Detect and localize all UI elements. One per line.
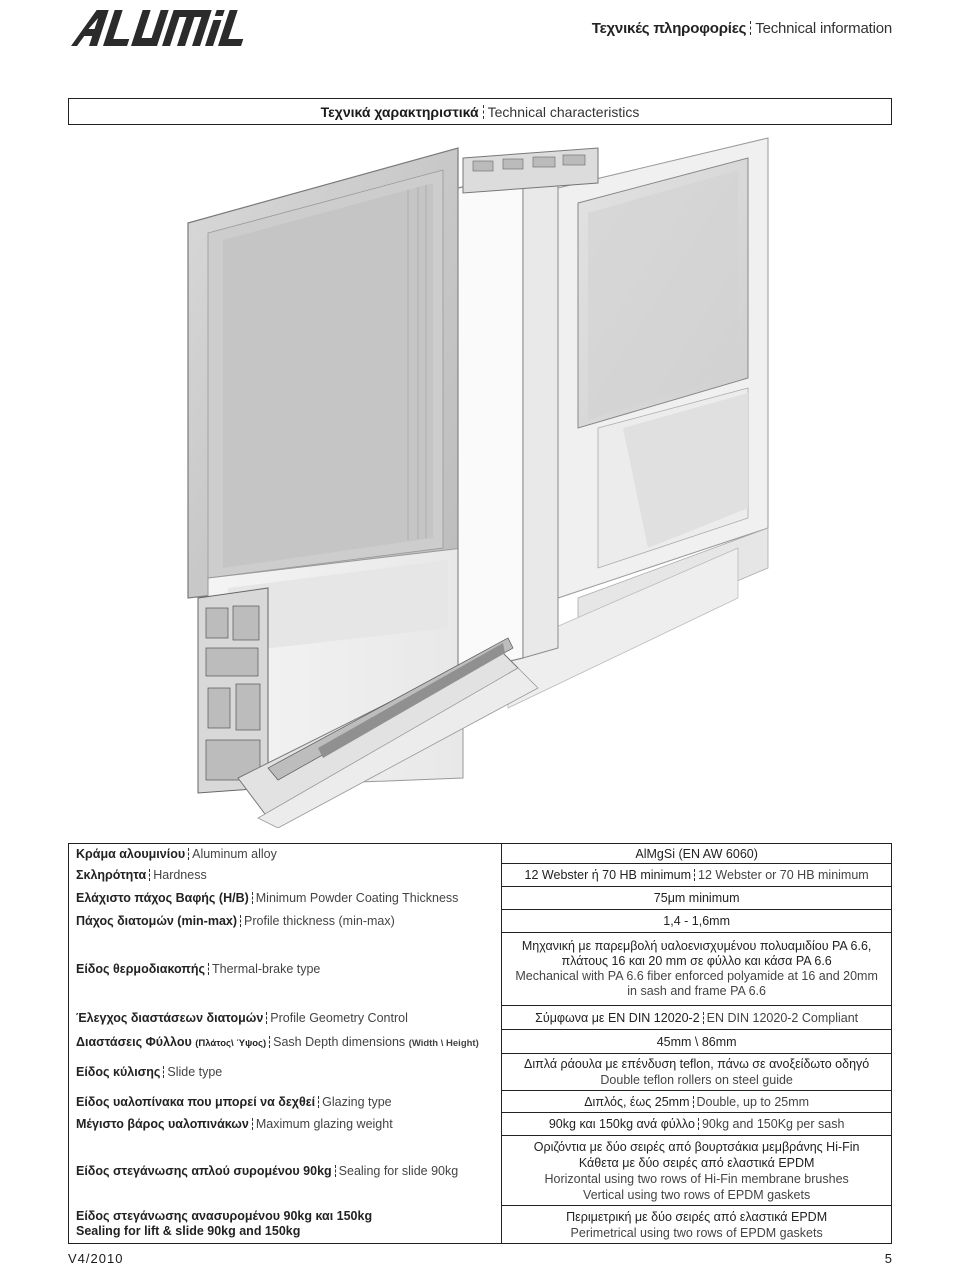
separator [208,963,209,975]
spec-label-english-small: (Width \ Height) [408,1037,479,1049]
spec-value-english: Double, up to 25mm [696,1094,810,1109]
separator [694,869,695,881]
section-title-box [68,98,892,125]
spec-label [69,1006,502,1030]
spec-label-english: Sealing for slide 90kg [338,1163,459,1178]
spec-label [69,887,502,910]
spec-value-text: 1,4 - 1,6mm [663,914,730,928]
spec-label [69,1206,502,1244]
spec-value-english: Double teflon rollers on steel guide [600,1073,793,1087]
spec-label-greek: Είδος θερμοδιακοπής [76,962,205,976]
technical-specs-table [68,843,892,1244]
spec-value-english-line1: Mechanical with PA 6.6 fiber enforced polyamide at 16 and 20mm [515,969,878,983]
spec-value-greek: 12 Webster ή 70 HB minimum [524,868,692,882]
spec-row-slide-type [69,1054,892,1091]
spec-value-english: Perimetrical using two rows of EPDM gaskets [570,1225,823,1240]
page-number: 5 [884,1251,892,1266]
spec-value-greek: Σύμφωνα με EN DIN 12020-2 [535,1010,700,1025]
alumil-logo [68,6,268,50]
spec-row-alloy [69,844,892,864]
spec-label-english: Sealing for lift & slide 90kg and 150kg [76,1224,301,1239]
spec-value [502,933,892,1006]
spec-label-english: Minimum Powder Coating Thickness [255,891,459,905]
separator [335,1165,336,1177]
spec-value-greek-line1: Οριζόντια με δύο σειρές από βουρτσάκια μεμβράνης Hi-Fin [533,1139,860,1154]
spec-value [502,910,892,933]
spec-value-english: 12 Webster or 70 HB minimum [698,868,869,882]
spec-value-english-line2: in sash and frame PA 6.6 [627,984,767,998]
separator [149,869,150,881]
spec-label-english: Profile thickness (min-max) [244,914,395,928]
separator [698,1118,699,1130]
spec-label-greek: Είδος υαλοπίνακα που μπορεί να δεχθεί [76,1094,316,1109]
separator [240,915,241,927]
spec-value-text: AlMgSi (EN AW 6060) [635,846,758,861]
spec-label [69,1054,502,1091]
spec-value [502,1206,892,1244]
spec-value-text: 75μm minimum [653,891,740,905]
spec-label-greek: Μέγιστο βάρος υαλοπινάκων [76,1117,249,1131]
spec-row-sealing-lift-slide [69,1206,892,1244]
spec-label-english: Profile Geometry Control [270,1010,408,1025]
spec-label-english: Thermal-brake type [212,962,321,976]
separator [266,1012,267,1024]
spec-value [502,1113,892,1136]
spec-label [69,933,502,1006]
separator [318,1096,319,1108]
spec-label-english: Maximum glazing weight [255,1117,393,1131]
spec-value [502,1030,892,1054]
spec-value [502,864,892,887]
spec-value-greek: Διπλά ράουλα με επένδυση teflon, πάνω σε ανοξείδωτο οδηγό [524,1057,870,1071]
spec-label-greek: Κράμα αλουμινίου [76,846,186,861]
spec-value-greek-line2: πλάτους 16 και 20 mm σε φύλλο και κάσα PA 6.6 [561,954,832,968]
section-title-english: Technical characteristics [487,104,640,120]
spec-value-greek: 90kg και 150kg ανά φύλλο [548,1117,695,1131]
spec-label [69,1113,502,1136]
separator [483,105,484,119]
spec-label-greek: Είδος στεγάνωσης απλού συρομένου 90kg [76,1163,332,1178]
spec-label [69,1091,502,1113]
header-title-english: Technical information [755,20,892,37]
spec-label [69,1136,502,1206]
spec-value-text: 45mm \ 86mm [656,1034,737,1049]
spec-value [502,844,892,864]
spec-value-english-line1: Horizontal using two rows of Hi-Fin membrane brushes [544,1171,849,1186]
spec-label-english: Aluminum alloy [192,846,277,861]
spec-label [69,844,502,864]
separator [252,892,253,904]
spec-row-glazing-type [69,1091,892,1113]
separator [188,848,189,860]
spec-label-greek: Ελάχιστο πάχος Βαφής (Η/Β) [76,891,249,905]
section-title-greek: Τεχνικά χαρακτηριστικά [320,104,479,120]
spec-label-greek: Έλεγχος διαστάσεων διατομών [76,1010,264,1025]
spec-label-english: Hardness [153,868,207,882]
spec-label-greek: Διαστάσεις Φύλλου [76,1034,192,1049]
spec-value [502,1054,892,1091]
spec-label-english: Sash Depth dimensions [273,1034,406,1049]
spec-value-english: EN DIN 12020-2 Compliant [706,1010,859,1025]
spec-value [502,1136,892,1206]
spec-row-sealing-slide [69,1136,892,1206]
spec-value [502,1006,892,1030]
separator [252,1118,253,1130]
spec-value-greek: Περιμετρική με δύο σειρές από ελαστικά EPDM [566,1209,828,1224]
separator [703,1012,704,1024]
spec-value-english: 90kg and 150Kg per sash [701,1117,845,1131]
spec-row-geometry-control [69,1006,892,1030]
separator [269,1036,270,1048]
spec-value-english-line2: Vertical using two rows of EPDM gaskets [583,1187,811,1202]
spec-row-hardness [69,864,892,887]
spec-label-greek: Πάχος διατομών (min-max) [76,914,238,928]
spec-label-english: Glazing type [322,1094,392,1109]
spec-label-greek-small: (Πλάτος\ Ύψος) [195,1037,267,1049]
spec-label-greek: Είδος κύλισης [76,1065,161,1079]
spec-row-thermal-brake [69,933,892,1006]
spec-row-thickness [69,910,892,933]
spec-label-greek: Είδος στεγάνωσης ανασυρομένου 90kg και 150kg [76,1209,373,1224]
page-header-title [592,20,892,37]
spec-row-coating [69,887,892,910]
spec-value [502,887,892,910]
separator [693,1096,694,1108]
spec-row-max-glazing-weight [69,1113,892,1136]
spec-label [69,1030,502,1054]
spec-value [502,1091,892,1113]
spec-label [69,910,502,933]
spec-row-sash-dimensions [69,1030,892,1054]
header-title-greek: Τεχνικές πληροφορίες [591,20,747,37]
spec-label [69,864,502,887]
spec-value-greek-line1: Μηχανική με παρεμβολή υαλοενισχυμένου πολυαμιδίου PA 6.6, [521,939,872,953]
spec-value-greek-line2: Κάθετα με δύο σειρές από ελαστικά EPDM [578,1155,815,1170]
spec-label-greek: Σκληρότητα [76,868,147,882]
separator [163,1066,164,1078]
document-version: V4/2010 [68,1251,124,1266]
spec-value-greek: Διπλός, έως 25mm [584,1094,690,1109]
separator [750,21,751,35]
spec-label-english: Slide type [167,1065,223,1079]
sliding-door-product-image [178,128,778,828]
